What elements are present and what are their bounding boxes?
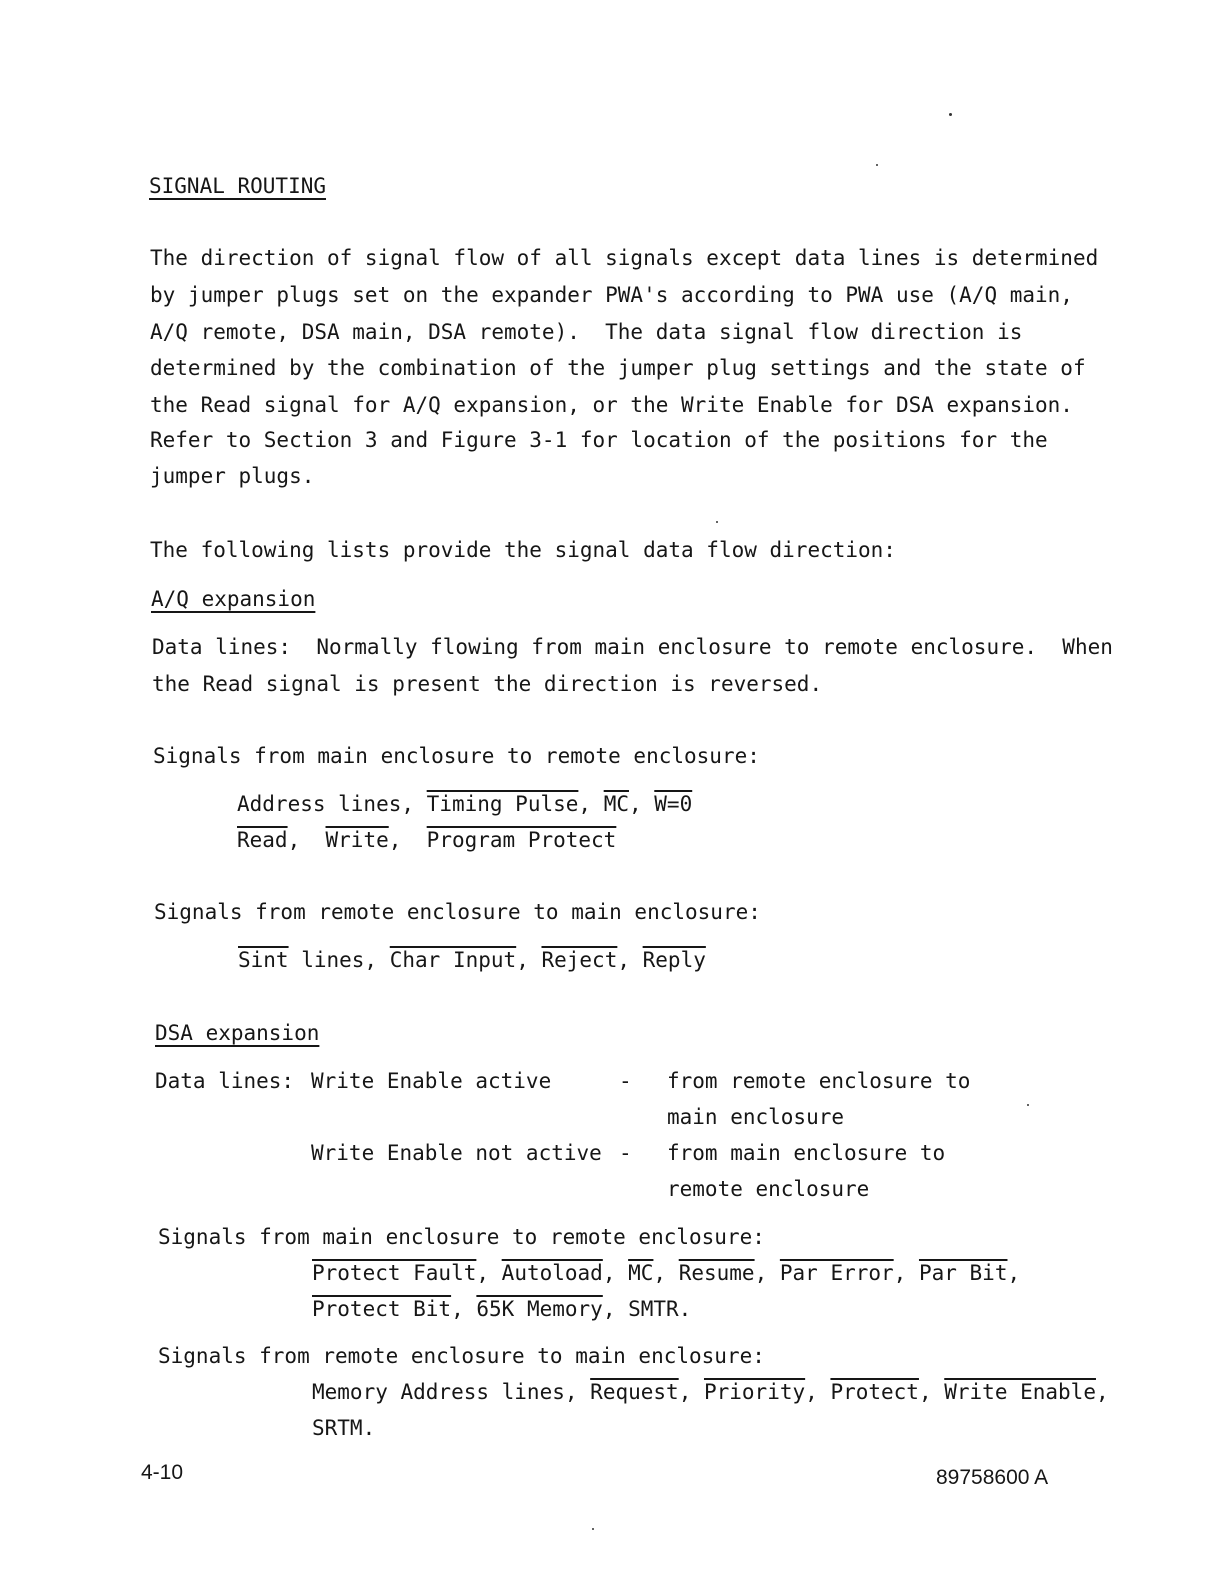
- dsa-we-not-active-desc: from main enclosure to: [667, 1141, 946, 1165]
- signal-protect-fault: Protect Fault: [312, 1261, 477, 1285]
- aq-remote-to-main-heading: Signals from remote enclosure to main enclosure:: [154, 900, 761, 924]
- signal-resume: Resume: [678, 1261, 755, 1285]
- signal-w0: W=0: [654, 792, 693, 816]
- dsa-remote-to-main-line1: Memory Address lines, Request, Priority, Protect, Write Enable,: [312, 1380, 1109, 1404]
- signal-request: Request: [590, 1380, 679, 1404]
- dsa-remote-to-main-line2: [312, 1416, 375, 1440]
- signal-autoload: Autoload: [501, 1261, 603, 1285]
- dsa-remote-to-main-heading: Signals from remote enclosure to main enclosure:: [158, 1344, 765, 1368]
- doc-number: [936, 1466, 1048, 1490]
- dash: -: [619, 1069, 632, 1093]
- signal-par-bit: Par Bit: [918, 1261, 1008, 1285]
- signal-smtr: SMTR.: [628, 1297, 692, 1321]
- signal-par-error: Par Error: [779, 1261, 894, 1285]
- signal-timing-pulse: Timing Pulse: [426, 792, 579, 816]
- signal-mc: $\overline{MC}$: [603, 792, 629, 816]
- signal-65k-memory: 65K Memory: [476, 1297, 603, 1321]
- intro-line: jumper plugs.: [150, 464, 315, 488]
- signal-lines-text: lines,: [288, 948, 378, 972]
- signal-srtm: SRTM.: [312, 1416, 376, 1440]
- intro-line: by jumper plugs set on the expander PWA's according to PWA use (A/Q main,: [150, 283, 1073, 307]
- aq-main-to-remote-line1: Address lines, Timing Pulse, $\overline{MC}$, W=0: [237, 792, 693, 816]
- section-heading: SIGNAL ROUTING: [149, 174, 327, 198]
- dash: -: [619, 1141, 632, 1165]
- signal-write-enable: Write Enable: [944, 1380, 1096, 1404]
- doc-revision: A: [1034, 1466, 1049, 1489]
- aq-main-to-remote-line2: Read, Write, Program Protect: [237, 828, 617, 852]
- signal-read: Read: [237, 828, 288, 852]
- signal-priority: Priority: [703, 1380, 806, 1404]
- dsa-heading: DSA expansion: [155, 1021, 320, 1045]
- aq-main-to-remote-heading: Signals from main enclosure to remote enclosure:: [153, 744, 760, 768]
- lists-intro: The following lists provide the signal data flow direction:: [150, 538, 896, 562]
- page-number: 4-10: [141, 1461, 184, 1484]
- dsa-main-to-remote-line1: Protect Fault, Autoload, $\overline{MC}$, Resume, Par Error, Par Bit,: [312, 1261, 1021, 1285]
- scan-speck: [1027, 1104, 1029, 1106]
- signal-mc: $\overline{MC}$: [628, 1261, 654, 1285]
- signal-program-protect: Program Protect: [426, 828, 617, 852]
- scan-speck: [716, 521, 718, 523]
- intro-line: the Read signal for A/Q expansion, or the Write Enable for DSA expansion.: [150, 393, 1073, 417]
- dsa-we-not-active: Write Enable not active: [311, 1141, 602, 1165]
- scan-speck: [949, 113, 952, 116]
- aq-remote-to-main-line: Sint lines, Char Input, Reject, Reply: [238, 948, 706, 972]
- dsa-we-active: Write Enable active: [311, 1069, 552, 1093]
- signal-memory-address-lines: Memory Address lines,: [312, 1380, 578, 1404]
- signal-reply: Reply: [642, 948, 706, 972]
- dsa-we-active-desc: main enclosure: [667, 1105, 845, 1129]
- signal-char-input: Char Input: [389, 948, 517, 972]
- scan-speck: [876, 164, 878, 166]
- intro-line: Refer to Section 3 and Figure 3-1 for location of the positions for the: [150, 428, 1048, 452]
- dsa-data-lines-label: Data lines:: [155, 1069, 295, 1093]
- signal-sint: Sint: [238, 948, 289, 972]
- intro-line: A/Q remote, DSA main, DSA remote). The data signal flow direction is: [150, 320, 1023, 344]
- scan-speck: [592, 1528, 594, 1530]
- dsa-we-not-active-desc: remote enclosure: [667, 1177, 870, 1201]
- signal-write: Write: [325, 828, 389, 852]
- aq-data-lines: the Read signal is present the direction is reversed.: [152, 672, 823, 696]
- signal-address-lines: Address lines,: [237, 792, 415, 816]
- intro-line: determined by the combination of the jumper plug settings and the state of: [150, 356, 1086, 380]
- dsa-main-to-remote-heading: Signals from main enclosure to remote enclosure:: [158, 1225, 765, 1249]
- dsa-we-active-desc: from remote enclosure to: [667, 1069, 971, 1093]
- signal-reject: Reject: [541, 948, 618, 972]
- doc-number-value: 89758600: [936, 1466, 1030, 1489]
- aq-heading: A/Q expansion: [151, 587, 316, 611]
- signal-protect-bit: Protect Bit: [312, 1297, 452, 1321]
- aq-data-lines: Data lines: Normally flowing from main enclosure to remote enclosure. When: [152, 635, 1113, 659]
- dsa-main-to-remote-line2: Protect Bit, 65K Memory, SMTR.: [312, 1297, 692, 1321]
- intro-line: The direction of signal flow of all signals except data lines is determined: [150, 246, 1099, 270]
- signal-protect: Protect: [830, 1380, 919, 1404]
